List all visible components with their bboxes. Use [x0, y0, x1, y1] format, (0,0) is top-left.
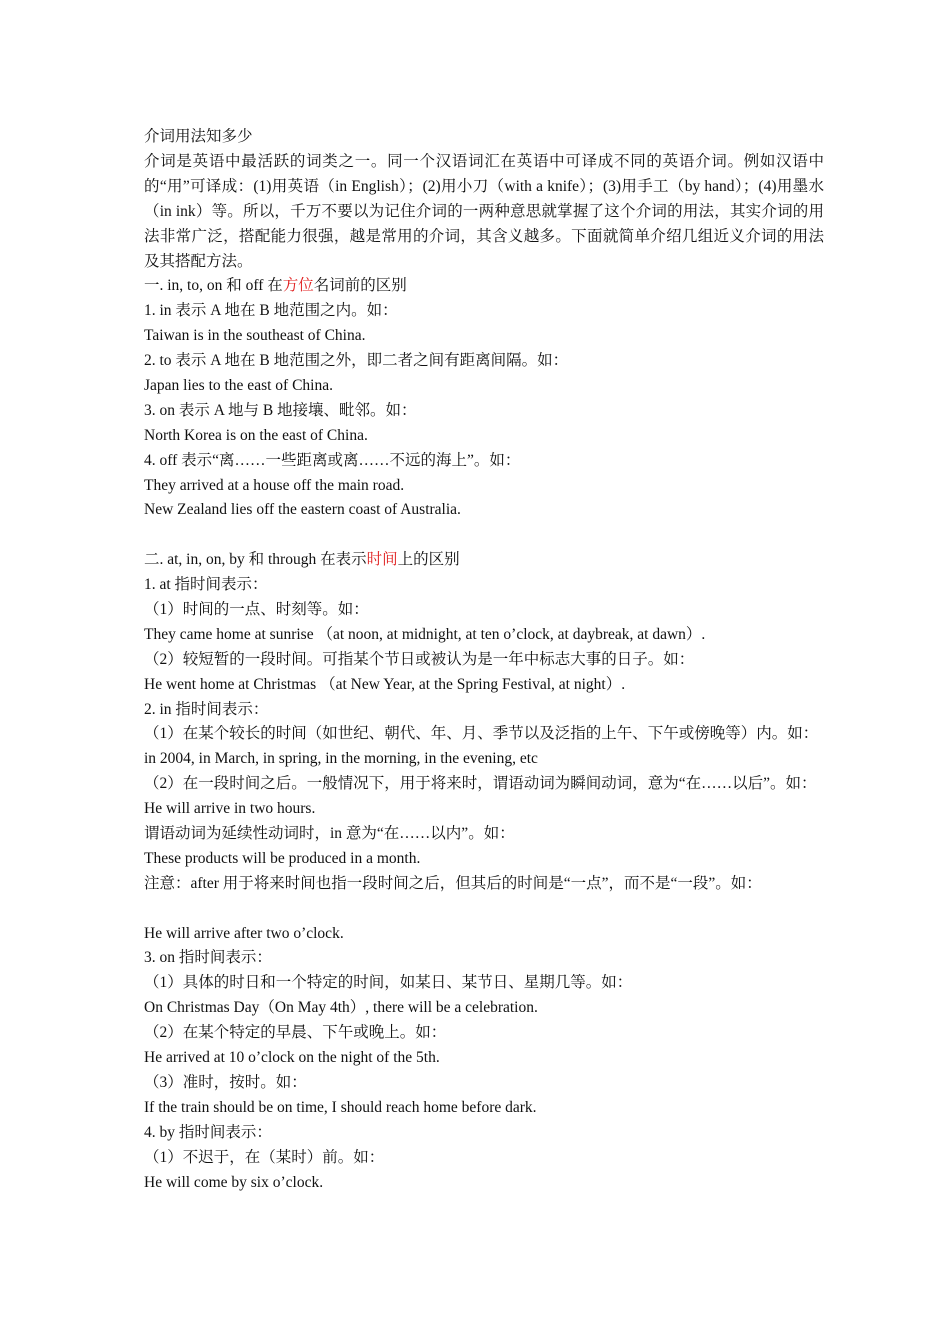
text-line: （2）较短暂的一段时间。可指某个节日或被认为是一年中标志大事的日子。如：: [144, 650, 695, 668]
section1-heading-highlight: 方位: [282, 277, 314, 295]
section1-heading-post: 名词前的区别: [313, 277, 407, 295]
text-line: New Zealand lies off the eastern coast of Australia.: [144, 501, 461, 519]
text-line: 1. at 指时间表示：: [144, 576, 268, 594]
text-line: These products will be produced in a month.: [144, 849, 421, 867]
section2-heading: [144, 548, 824, 573]
text-line: North Korea is on the east of China.: [144, 426, 368, 444]
text-line: 2. to 表示 A 地在 B 地范围之外，即二者之间有距离间隔。如：: [144, 352, 569, 370]
text-line: Japan lies to the east of China.: [144, 376, 333, 394]
text-line: （1）在某个较长的时间（如世纪、朝代、年、月、季节以及泛指的上午、下午或傍晚等）内。如：: [144, 725, 819, 743]
text-line: Taiwan is in the southeast of China.: [144, 327, 366, 345]
text-line: （3）准时，按时。如：: [144, 1073, 307, 1091]
section2-heading-highlight: 时间: [366, 551, 398, 569]
text-line: 4. by 指时间表示：: [144, 1123, 272, 1141]
text-line: He arrived at 10 o’clock on the night of the 5th.: [144, 1049, 440, 1067]
document-title: 介词用法知多少: [144, 128, 253, 145]
text-line: They came home at sunrise （at noon, at midnight, at ten o’clock, at daybreak, at dawn）.: [144, 625, 706, 643]
text-line: （2）在某个特定的早晨、下午或晚上。如：: [144, 1024, 447, 1042]
section1-heading: [144, 274, 824, 299]
blank-line: [144, 897, 824, 922]
section1-heading-pre: 一. in, to, on 和 off 在: [144, 277, 283, 295]
text-line: He will arrive in two hours.: [144, 800, 316, 818]
text-line: 2. in 指时间表示：: [144, 700, 269, 718]
text-line: He went home at Christmas （at New Year, at the Spring Festival, at night）.: [144, 675, 626, 693]
text-line: If the train should be on time, I should reach home before dark.: [144, 1098, 537, 1116]
text-line: He will come by six o’clock.: [144, 1173, 324, 1191]
text-line: （1）不迟于，在（某时）前。如：: [144, 1148, 385, 1166]
text-line: 3. on 表示 A 地与 B 地接壤、毗邻。如：: [144, 401, 417, 419]
text-line: （1）具体的时日和一个特定的时间，如某日、某节日、星期几等。如：: [144, 974, 633, 992]
text-line: They arrived at a house off the main road.: [144, 476, 405, 494]
section2-heading-post: 上的区别: [397, 551, 460, 569]
text-line: He will arrive after two o’clock.: [144, 924, 344, 942]
text-line: in 2004, in March, in spring, in the morning, in the evening, etc: [144, 750, 538, 768]
section2-heading-pre: 二. at, in, on, by 和 through 在表示: [144, 551, 367, 569]
text-line: 1. in 表示 A 地在 B 地范围之内。如：: [144, 302, 398, 320]
text-line: On Christmas Day（On May 4th）, there will be a celebration.: [144, 999, 538, 1017]
text-line: 谓语动词为延续性动词时，in 意为“在……以内”。如：: [144, 825, 515, 843]
text-line: （1）时间的一点、时刻等。如：: [144, 601, 369, 618]
text-line: 3. on 指时间表示：: [144, 949, 272, 967]
intro-paragraph: 介词是英语中最活跃的词类之一。同一个汉语词汇在英语中可译成不同的英语介词。例如汉语中的“用”可译成：(1)用英语（in English）；(2)用小刀（with a knife）；(3)用手工（by hand）；(4)用墨水（in ink）等。所以，千万不要以为记住介词的一两种意思就掌握了这个介词的用法，其实介词的用法非常广泛，搭配能力很强，越是常用的介词，其含义越多。下面就简单介绍几组近义介词的用法及其搭配方法。: [144, 152, 824, 270]
text-line: 注意：after 用于将来时间也指一段时间之后，但其后的时间是“一点”，而不是“一段”。如：: [144, 874, 762, 892]
text-line: 4. off 表示“离……一些距离或离……不远的海上”。如：: [144, 451, 521, 469]
blank-line: [144, 523, 824, 548]
document-page: [144, 125, 824, 1195]
text-paragraph: （2）在一段时间之后。一般情况下，用于将来时，谓语动词为瞬间动词，意为“在……以后”。如：: [144, 775, 817, 793]
